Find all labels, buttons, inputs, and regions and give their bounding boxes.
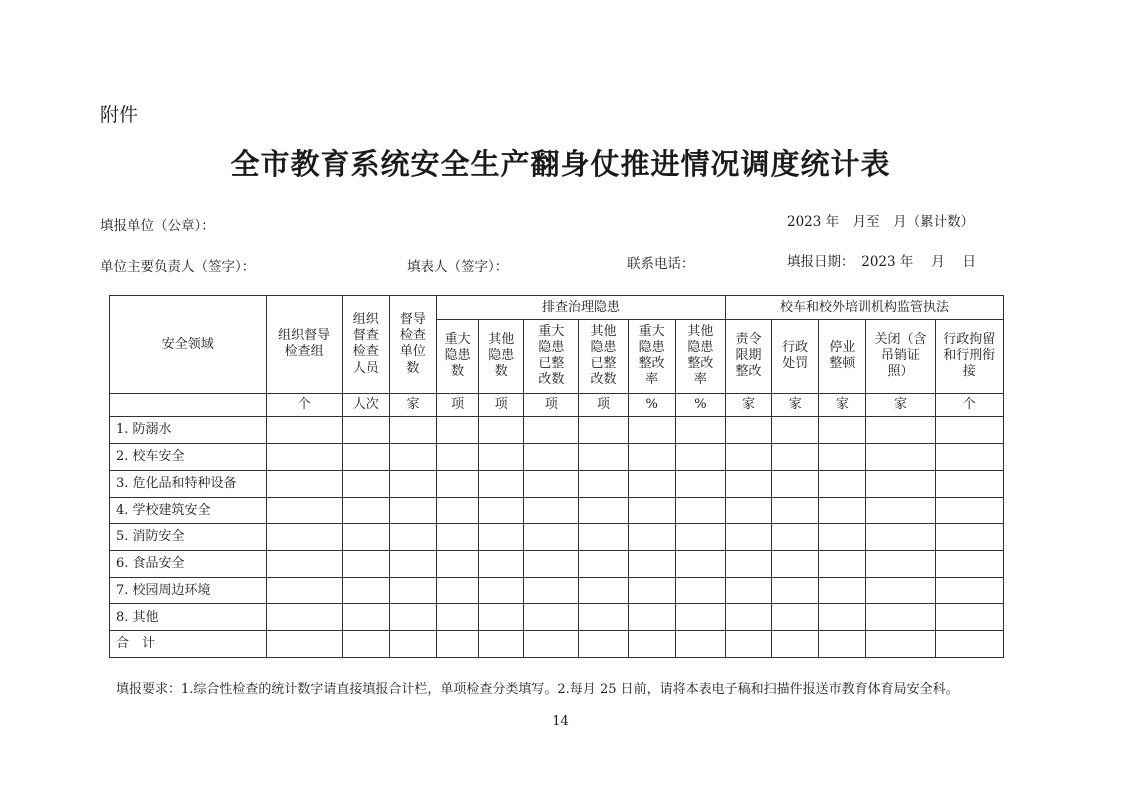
row-label: 合 计 (110, 631, 267, 658)
entry-cell[interactable] (479, 551, 524, 578)
row-label: 7. 校园周边环境 (110, 577, 267, 604)
entry-cell[interactable] (866, 604, 935, 631)
entry-cell[interactable] (866, 631, 935, 658)
entry-cell[interactable] (266, 470, 342, 497)
unit-cell: % (675, 393, 725, 417)
statistics-table (109, 295, 1004, 658)
entry-cell[interactable] (866, 577, 935, 604)
entry-cell[interactable] (524, 470, 579, 497)
units-row (110, 393, 1004, 417)
fill-requirements-note: 填报要求：1.综合性检查的统计数字请直接填报合计栏，单项检查分类填写。2.每月 25 日前，请将本表电子稿和扫描件报送市教育体育局安全科。 (116, 682, 959, 697)
entry-cell[interactable] (389, 444, 436, 471)
entry-cell[interactable] (675, 631, 725, 658)
entry-cell[interactable] (342, 631, 389, 658)
entry-cell[interactable] (579, 497, 628, 524)
entry-cell[interactable] (579, 470, 628, 497)
entry-cell[interactable] (628, 444, 675, 471)
entry-cell[interactable] (628, 551, 675, 578)
entry-cell[interactable] (437, 417, 479, 444)
entry-cell[interactable] (819, 470, 866, 497)
entry-cell[interactable] (266, 631, 342, 658)
row-label: 8. 其他 (110, 604, 267, 631)
header-text: 其他隐患数 (488, 331, 515, 380)
entry-cell[interactable] (389, 551, 436, 578)
entry-cell[interactable] (579, 604, 628, 631)
header-col (819, 319, 866, 393)
entry-cell[interactable] (819, 631, 866, 658)
table-row (110, 551, 1004, 578)
entry-cell[interactable] (389, 604, 436, 631)
entry-cell[interactable] (772, 417, 819, 444)
entry-cell[interactable] (524, 444, 579, 471)
entry-cell[interactable] (772, 444, 819, 471)
entry-cell[interactable] (342, 444, 389, 471)
header-col (579, 319, 628, 393)
entry-cell[interactable] (479, 444, 524, 471)
unit-cell: 人次 (342, 393, 389, 417)
entry-cell[interactable] (479, 604, 524, 631)
entry-cell[interactable] (866, 444, 935, 471)
unit-cell (110, 393, 267, 417)
unit-cell: 项 (437, 393, 479, 417)
header-text: 关闭（含吊销证照） (874, 331, 927, 380)
table-row (110, 497, 1004, 524)
group-header-hazard: 排查治理隐患 (437, 296, 726, 320)
entry-cell[interactable] (819, 551, 866, 578)
entry-cell[interactable] (479, 470, 524, 497)
entry-cell[interactable] (675, 577, 725, 604)
document-title: 全市教育系统安全生产翻身仗推进情况调度统计表 (230, 147, 891, 181)
table-row (110, 631, 1004, 658)
unit-leader-label: 单位主要负责人（签字）： (100, 259, 256, 275)
entry-cell[interactable] (675, 524, 725, 551)
header-text: 行政处罚 (782, 339, 809, 372)
header-col (389, 296, 436, 394)
entry-cell[interactable] (725, 551, 771, 578)
entry-cell[interactable] (628, 524, 675, 551)
entry-cell[interactable] (266, 497, 342, 524)
header-text: 组织督导检查组 (278, 328, 331, 360)
entry-cell[interactable] (579, 631, 628, 658)
header-text: 其他隐患整改率 (687, 323, 714, 388)
header-col (342, 296, 389, 394)
entry-cell[interactable] (935, 631, 1003, 658)
entry-cell[interactable] (628, 417, 675, 444)
row-label: 2. 校车安全 (110, 444, 267, 471)
entry-cell[interactable] (935, 497, 1003, 524)
entry-cell[interactable] (524, 577, 579, 604)
entry-cell[interactable] (675, 417, 725, 444)
entry-cell[interactable] (389, 470, 436, 497)
unit-cell: 项 (579, 393, 628, 417)
entry-cell[interactable] (342, 497, 389, 524)
entry-cell[interactable] (866, 551, 935, 578)
entry-cell[interactable] (342, 470, 389, 497)
table-row (110, 524, 1004, 551)
header-col (437, 319, 479, 393)
unit-cell: 家 (389, 393, 436, 417)
entry-cell[interactable] (524, 551, 579, 578)
table-row (110, 444, 1004, 471)
header-col (866, 319, 935, 393)
header-col (772, 319, 819, 393)
header-text: 行政拘留和行刑衔接 (943, 331, 996, 380)
entry-cell[interactable] (935, 604, 1003, 631)
entry-cell[interactable] (389, 417, 436, 444)
header-col (935, 319, 1003, 393)
entry-cell[interactable] (819, 444, 866, 471)
entry-cell[interactable] (772, 470, 819, 497)
header-text: 停业整顿 (829, 339, 856, 372)
entry-cell[interactable] (524, 417, 579, 444)
row-label: 3. 危化品和特种设备 (110, 470, 267, 497)
unit-cell: 家 (772, 393, 819, 417)
entry-cell[interactable] (725, 444, 771, 471)
entry-cell[interactable] (342, 524, 389, 551)
unit-cell: 个 (935, 393, 1003, 417)
entry-cell[interactable] (437, 444, 479, 471)
entry-cell[interactable] (819, 417, 866, 444)
entry-cell[interactable] (437, 524, 479, 551)
entry-cell[interactable] (579, 417, 628, 444)
entry-cell[interactable] (342, 577, 389, 604)
unit-cell: 家 (819, 393, 866, 417)
unit-cell: 项 (479, 393, 524, 417)
header-col (628, 319, 675, 393)
entry-cell[interactable] (675, 551, 725, 578)
entry-cell[interactable] (819, 524, 866, 551)
entry-cell[interactable] (437, 470, 479, 497)
row-label: 5. 消防安全 (110, 524, 267, 551)
header-col (266, 296, 342, 394)
entry-cell[interactable] (579, 577, 628, 604)
row-label: 6. 食品安全 (110, 551, 267, 578)
entry-cell[interactable] (266, 417, 342, 444)
entry-cell[interactable] (628, 470, 675, 497)
table-row (110, 470, 1004, 497)
entry-cell[interactable] (725, 524, 771, 551)
entry-cell[interactable] (579, 524, 628, 551)
entry-cell[interactable] (675, 497, 725, 524)
entry-cell[interactable] (628, 631, 675, 658)
entry-cell[interactable] (437, 551, 479, 578)
entry-cell[interactable] (935, 577, 1003, 604)
entry-cell[interactable] (266, 577, 342, 604)
entry-cell[interactable] (772, 604, 819, 631)
entry-cell[interactable] (437, 577, 479, 604)
entry-cell[interactable] (935, 470, 1003, 497)
unit-cell: % (628, 393, 675, 417)
entry-cell[interactable] (479, 417, 524, 444)
table-row (110, 577, 1004, 604)
entry-cell[interactable] (266, 604, 342, 631)
entry-cell[interactable] (866, 497, 935, 524)
entry-cell[interactable] (389, 631, 436, 658)
entry-cell[interactable] (725, 497, 771, 524)
page-number: 14 (552, 714, 569, 729)
header-text: 重大隐患整改率 (638, 323, 665, 388)
entry-cell[interactable] (819, 604, 866, 631)
entry-cell[interactable] (342, 417, 389, 444)
header-text: 组织督查检查人员 (352, 311, 379, 376)
entry-cell[interactable] (437, 631, 479, 658)
attachment-label: 附件 (100, 104, 139, 126)
entry-cell[interactable] (266, 444, 342, 471)
header-col (479, 319, 524, 393)
entry-cell[interactable] (866, 524, 935, 551)
header-text: 重大隐患已整改数 (538, 323, 565, 388)
entry-cell[interactable] (266, 551, 342, 578)
header-text: 其他隐患已整改数 (590, 323, 617, 388)
entry-cell[interactable] (772, 551, 819, 578)
header-domain: 安全领域 (110, 296, 267, 394)
entry-cell[interactable] (479, 497, 524, 524)
reporting-period-label: 2023 年 月至 月（累计数） (787, 214, 975, 230)
entry-cell[interactable] (725, 417, 771, 444)
entry-cell[interactable] (935, 551, 1003, 578)
header-col (524, 319, 579, 393)
entry-cell[interactable] (479, 631, 524, 658)
unit-cell: 家 (866, 393, 935, 417)
entry-cell[interactable] (772, 631, 819, 658)
reporting-unit-label: 填报单位（公章）： (100, 218, 215, 234)
entry-cell[interactable] (342, 551, 389, 578)
entry-cell[interactable] (524, 497, 579, 524)
entry-cell[interactable] (437, 497, 479, 524)
entry-cell[interactable] (675, 444, 725, 471)
entry-cell[interactable] (579, 444, 628, 471)
entry-cell[interactable] (772, 577, 819, 604)
phone-label: 联系电话： (627, 256, 695, 272)
entry-cell[interactable] (479, 524, 524, 551)
header-col (725, 319, 771, 393)
filler-label: 填表人（签字）： (407, 259, 509, 275)
entry-cell[interactable] (819, 577, 866, 604)
entry-cell[interactable] (389, 577, 436, 604)
unit-cell: 个 (266, 393, 342, 417)
entry-cell[interactable] (266, 524, 342, 551)
entry-cell[interactable] (725, 577, 771, 604)
group-header-enforcement: 校车和校外培训机构监管执法 (725, 296, 1003, 320)
unit-cell: 家 (725, 393, 771, 417)
row-label: 4. 学校建筑安全 (110, 497, 267, 524)
header-text: 督导检查单位数 (399, 311, 426, 376)
unit-cell: 项 (524, 393, 579, 417)
entry-cell[interactable] (819, 497, 866, 524)
entry-cell[interactable] (866, 470, 935, 497)
entry-cell[interactable] (628, 577, 675, 604)
table-row (110, 417, 1004, 444)
row-label: 1. 防溺水 (110, 417, 267, 444)
entry-cell[interactable] (524, 631, 579, 658)
entry-cell[interactable] (524, 524, 579, 551)
entry-cell[interactable] (479, 577, 524, 604)
header-col (675, 319, 725, 393)
entry-cell[interactable] (935, 417, 1003, 444)
entry-cell[interactable] (628, 497, 675, 524)
entry-cell[interactable] (342, 604, 389, 631)
fill-date-label: 填报日期： 2023 年 月 日 (787, 254, 976, 270)
entry-cell[interactable] (389, 497, 436, 524)
entry-cell[interactable] (725, 631, 771, 658)
entry-cell[interactable] (524, 604, 579, 631)
entry-cell[interactable] (675, 470, 725, 497)
entry-cell[interactable] (772, 524, 819, 551)
table-row (110, 604, 1004, 631)
entry-cell[interactable] (725, 470, 771, 497)
entry-cell[interactable] (725, 604, 771, 631)
header-text: 责令限期整改 (735, 331, 762, 380)
entry-cell[interactable] (579, 551, 628, 578)
entry-cell[interactable] (935, 524, 1003, 551)
entry-cell[interactable] (437, 604, 479, 631)
entry-cell[interactable] (772, 497, 819, 524)
entry-cell[interactable] (389, 524, 436, 551)
entry-cell[interactable] (866, 417, 935, 444)
entry-cell[interactable] (935, 444, 1003, 471)
entry-cell[interactable] (675, 604, 725, 631)
header-text: 重大隐患数 (444, 331, 471, 380)
entry-cell[interactable] (628, 604, 675, 631)
